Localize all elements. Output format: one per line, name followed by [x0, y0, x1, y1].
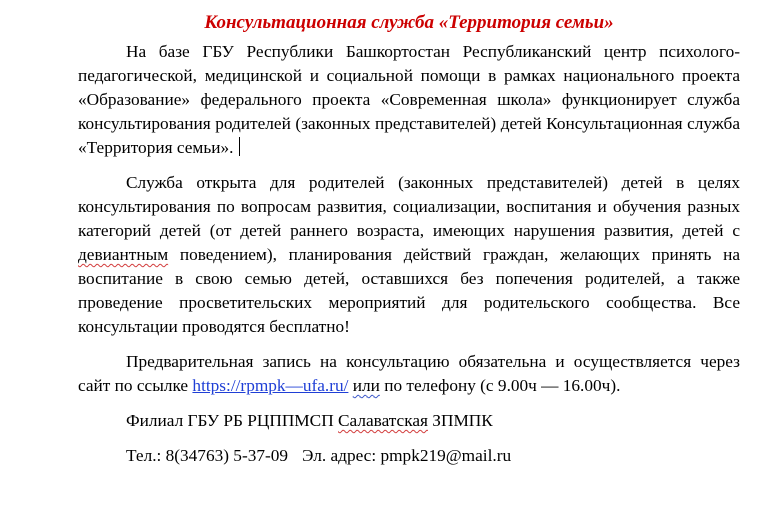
- contact-email: Эл. адрес: pmpk219@mail.ru: [302, 446, 512, 465]
- spellcheck-flagged-word: девиантным: [78, 245, 169, 264]
- contacts-line: [78, 444, 740, 468]
- paragraph-service-description: [78, 171, 740, 339]
- branch-name-part1: Филиал ГБУ РБ РЦППМСП: [126, 411, 338, 430]
- contact-phone: Тел.: 8(34763) 5-37-09: [126, 446, 289, 465]
- paragraph-registration-part1: Предварительная запись на консультацию обязательна и осуществляется через сайт по ссылке: [78, 352, 740, 395]
- text-cursor: [239, 137, 240, 156]
- paragraph-service-intro: [78, 40, 740, 160]
- paragraph-registration-part2: по телефону (с 9.00ч — 16.00ч).: [379, 376, 621, 395]
- paragraph-service-description-part2: поведением), планирования действий граждан, желающих принять на воспитание в свою семью детей, оставшихся без попечения родителей, а также проведение просветительских мероприятий для родительского сообщества. Все консультации проводятся бесплатно!: [78, 245, 740, 336]
- paragraph-service-intro-text: На базе ГБУ Республики Башкортостан Республиканский центр психолого-педагогической, медицинской и социальной помощи в рамках национального проекта «Образование» федерального проекта «Современная школа» функционирует служба консультирования родителей (законных представителей) детей Консультационная служба «Территория семьи».: [78, 42, 740, 157]
- paragraph-service-description-part1: Служба открыта для родителей (законных представителей) детей в целях консультирования по вопросам развития, социализации, воспитания и обучения разных категорий детей (от детей раннего возраста, имеющих нарушения развития, детей с: [78, 173, 740, 240]
- spellcheck-flagged-branch: Салаватская: [338, 411, 428, 430]
- grammar-flagged-word: или: [352, 376, 380, 395]
- document-title: Консультационная служба «Территория семьи»: [204, 12, 614, 33]
- document-page: [78, 10, 740, 479]
- branch-name: [78, 409, 740, 433]
- branch-name-part2: ЗПМПК: [427, 411, 493, 430]
- website-link[interactable]: https://rpmpk—ufa.ru/: [192, 376, 349, 395]
- paragraph-registration: [78, 350, 740, 398]
